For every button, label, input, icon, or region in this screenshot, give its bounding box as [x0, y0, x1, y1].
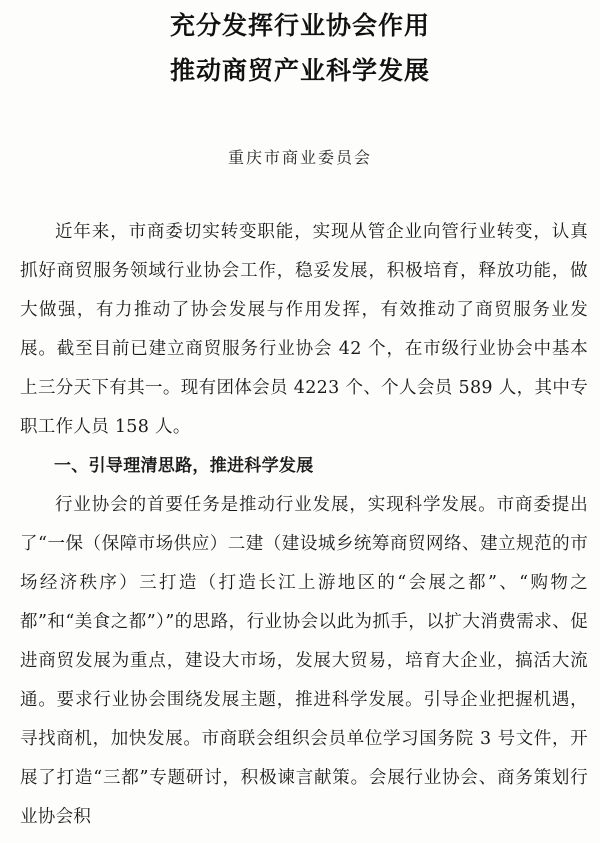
- document-author: 重庆市商业委员会: [227, 148, 372, 167]
- document-body: [20, 213, 588, 837]
- document-title-line-1: 充分发挥行业协会作用: [169, 11, 430, 40]
- document-title-line-2: 推动商贸产业科学发展: [169, 56, 430, 85]
- paragraph-intro: 近年来，市商委切实转变职能，实现从管企业向管行业转变，认真抓好商贸服务领域行业协会工作，稳妥发展，积极培育，释放功能，做大做强，有力推动了协会发展与作用发挥，有效推动了商贸服务业发展。截至目前已建立商贸服务行业协会 42 个，在市级行业协会中基本上三分天下有其一。现有团体会员 4223 个、个人会员 589 人，其中专职工作人员 158 人。: [20, 222, 588, 437]
- paragraph-section-one: 行业协会的首要任务是推动行业发展，实现科学发展。市商委提出了“一保（保障市场供应）二建（建设城乡统筹商贸网络、建立规范的市场经济秩序）三打造（打造长江上游地区的“会展之都”、“购物之都”和“美食之都”）”的思路，行业协会以此为抓手，以扩大消费需求、促进商贸发展为重点，建设大市场，发展大贸易，培育大企业，搞活大流通。要求行业协会围绕发展主题，推进科学发展。引导企业把握机遇，寻找商机，加快发展。市商联会组织会员单位学习国务院 3 号文件，开展了打造“三都”专题研讨，积极谏言献策。会展行业协会、商务策划行业协会积: [20, 495, 588, 827]
- section-heading: 一、引导理清思路，推进科学发展: [54, 456, 314, 476]
